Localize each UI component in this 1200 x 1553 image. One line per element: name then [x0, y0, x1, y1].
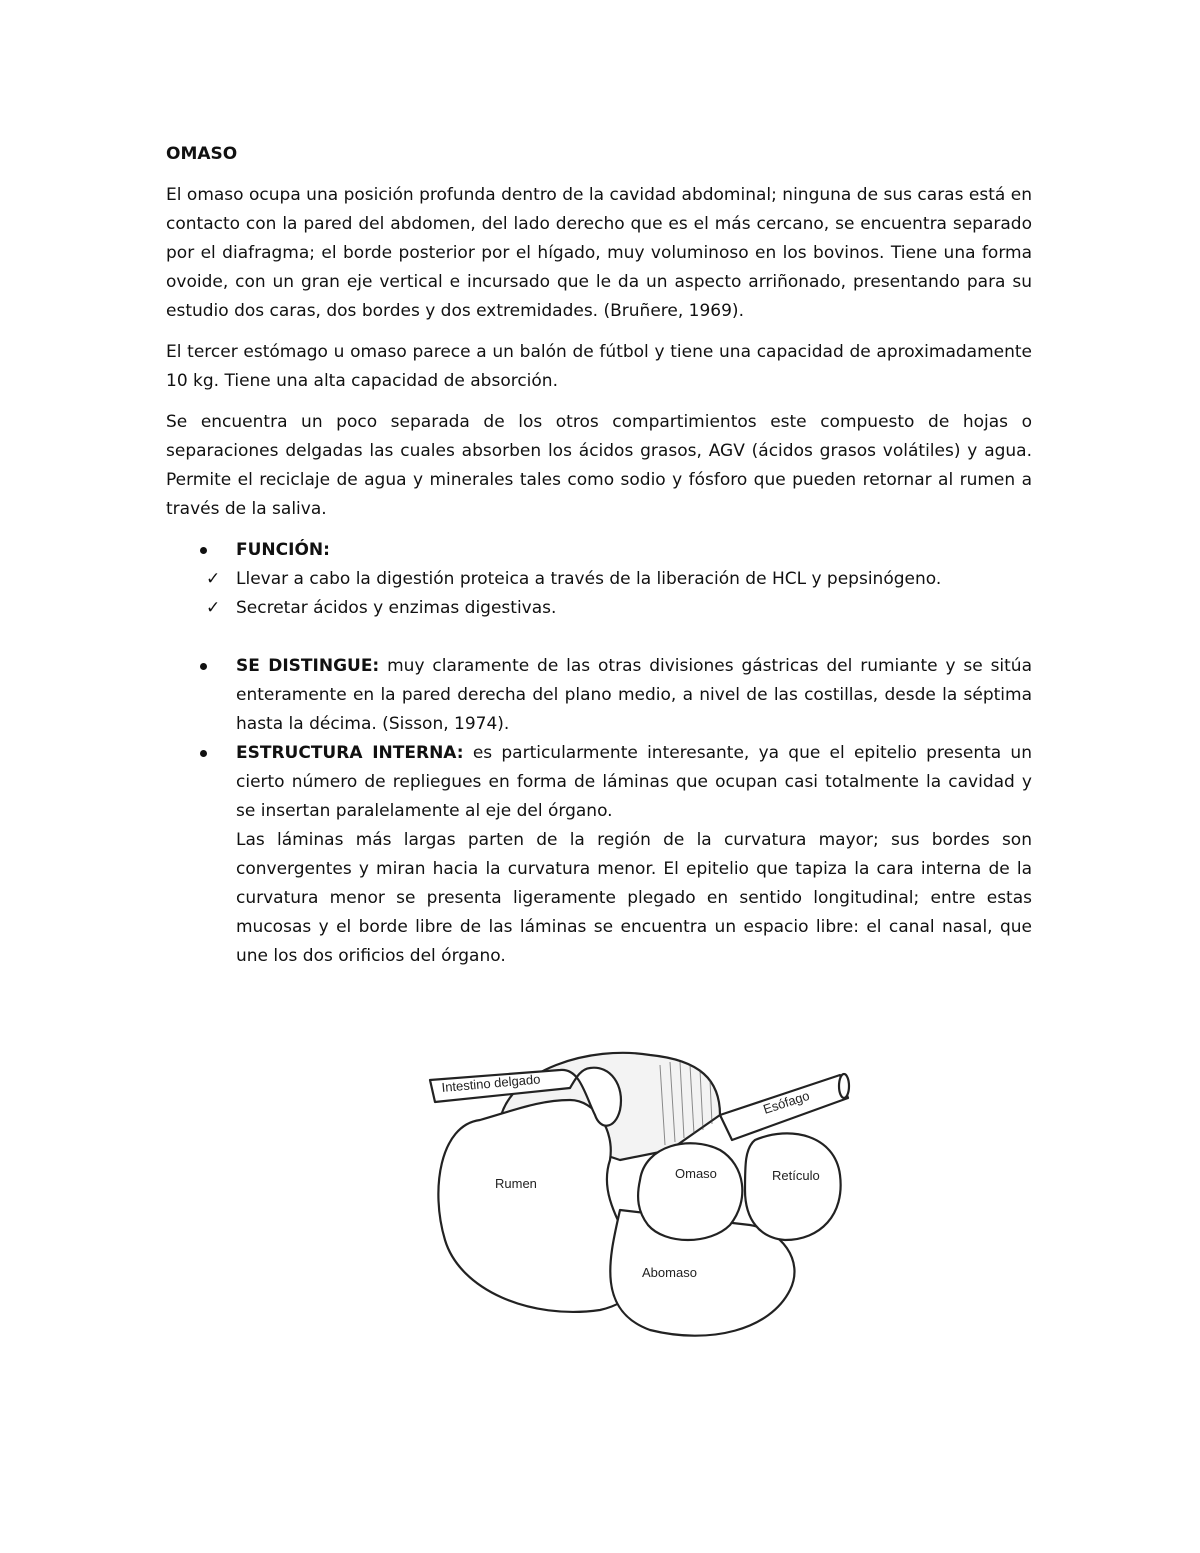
bullet-icon [200, 750, 207, 757]
label-esofago: Esófago [761, 1087, 812, 1117]
reticulo-outline [745, 1133, 841, 1240]
stomach-diagram [420, 1040, 860, 1340]
check-item [202, 565, 1032, 594]
se-distingue-text: muy claramente de las otras divisiones gástricas del rumiante y se sitúa enteramente en la pared derecha del plano medio, a nivel de las costillas, desde la séptima hasta la décima. (Sisson, 1974). [236, 656, 1033, 734]
paragraph-2: El tercer estómago u omaso parece a un balón de fútbol y tiene una capacidad de aproximadamente 10 kg. Tiene una alta capacidad de absorción. [166, 342, 1032, 391]
check-item [202, 594, 1032, 623]
bullet-estructura [166, 739, 1032, 971]
bullet-icon [200, 547, 207, 554]
spacer [236, 623, 1032, 652]
label-rumen: Rumen [495, 1176, 537, 1191]
rumen-outline [438, 1100, 638, 1312]
label-abomaso: Abomaso [642, 1265, 697, 1280]
paragraph-3: Se encuentra un poco separada de los otros compartimientos este compuesto de hojas o separaciones delgadas las cuales absorben los ácidos grasos, AGV (ácidos grasos volátiles) y agua. Permite el reciclaje de agua y minerales tales como sodio y fósforo que pueden retornar al rumen a través de la saliva. [166, 412, 1032, 519]
paragraph-1: El omaso ocupa una posición profunda dentro de la cavidad abdominal; ninguna de sus caras está en contacto con la pared del abdomen, del lado derecho que es el más cercano, se encuentra separado por el diafragma; el borde posterior por el hígado, muy voluminoso en los bovinos. Tiene una forma ovoide, con un gran eje vertical e incursado que le da un aspecto arriñonado, presentando para su estudio dos caras, dos bordes y dos extremidades. (Bruñere, 1969). [166, 185, 1032, 321]
check-icon: ✓ [206, 569, 221, 589]
bullet-se-distingue [166, 652, 1032, 739]
se-distingue-heading: SE DISTINGUE: [236, 656, 380, 676]
omaso-outline [638, 1143, 742, 1240]
estructura-text: es particularmente interesante, ya que el epitelio presenta un cierto número de repliegues en forma de láminas que ocupan casi totalmente la cavidad y se insertan paralelamente al eje del órgano. [236, 743, 1032, 821]
estructura-heading: ESTRUCTURA INTERNA: [236, 743, 464, 763]
check-item-text: Llevar a cabo la digestión proteica a través de la liberación de HCL y pepsinógeno. [236, 569, 942, 589]
document-body [166, 140, 1032, 971]
funcion-heading: FUNCIÓN: [236, 540, 330, 560]
label-reticulo: Retículo [772, 1168, 820, 1183]
check-item-text: Secretar ácidos y enzimas digestivas. [236, 598, 557, 618]
bullet-funcion [166, 536, 1032, 652]
bullet-icon [200, 663, 207, 670]
check-icon: ✓ [206, 598, 221, 618]
estructura-continuation: Las láminas más largas parten de la región de la curvatura mayor; sus bordes son convergentes y miran hacia la curvatura menor. El epitelio que tapiza la cara interna de la curvatura menor se presenta ligeramente plegado en sentido longitudinal; entre estas mucosas y el borde libre de las láminas se encuentra un espacio libre: el canal nasal, que une los dos orificios del órgano. [236, 830, 1032, 966]
check-list [202, 565, 1032, 623]
label-omaso: Omaso [675, 1166, 717, 1181]
label-intestino: Intestino delgado [440, 1071, 541, 1095]
stomach-diagram-svg [420, 1040, 860, 1340]
bullet-list [166, 536, 1032, 971]
esofago-opening [839, 1074, 849, 1098]
page-title: OMASO [166, 144, 238, 164]
